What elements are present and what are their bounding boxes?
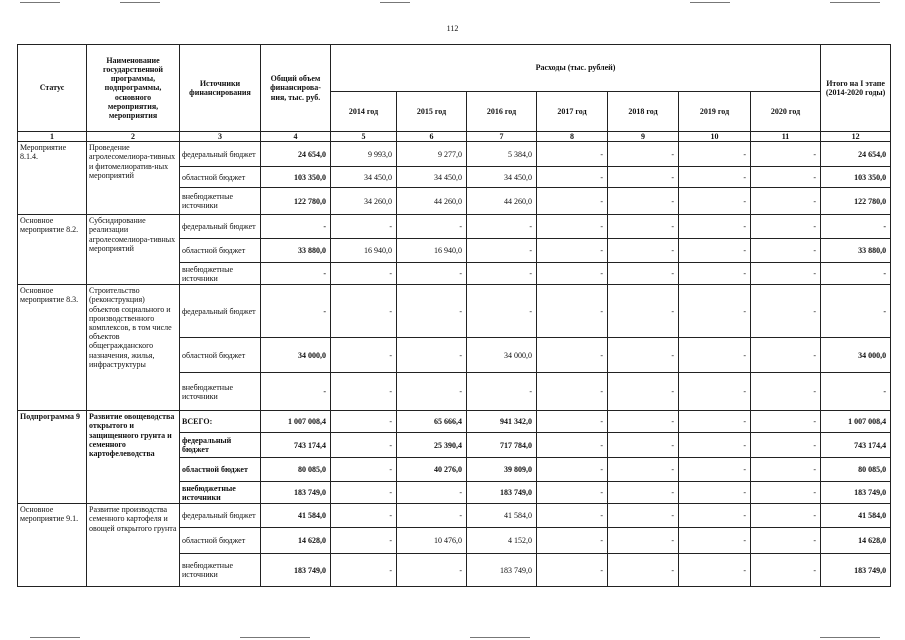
value-stage: -: [821, 215, 891, 239]
column-number: 6: [397, 132, 467, 142]
header-year: 2020 год: [751, 92, 821, 132]
value-total: 34 000,0: [261, 338, 331, 373]
value-y2017: -: [537, 528, 608, 554]
value-y2015: -: [397, 373, 467, 411]
column-number: 2: [87, 132, 180, 142]
value-y2017: -: [537, 373, 608, 411]
column-number: 11: [751, 132, 821, 142]
source-cell: областной бюджет: [180, 239, 261, 263]
value-total: 41 584,0: [261, 504, 331, 528]
value-y2017: -: [537, 554, 608, 587]
value-y2015: 25 390,4: [397, 433, 467, 458]
value-y2019: -: [679, 482, 751, 504]
value-y2015: 44 260,0: [397, 188, 467, 215]
value-y2018: -: [608, 142, 679, 167]
value-y2018: -: [608, 188, 679, 215]
value-y2020: -: [751, 482, 821, 504]
value-y2019: -: [679, 338, 751, 373]
value-y2016: -: [467, 239, 537, 263]
value-total: -: [261, 285, 331, 338]
value-total: 14 628,0: [261, 528, 331, 554]
value-y2018: -: [608, 504, 679, 528]
column-number: 7: [467, 132, 537, 142]
value-y2018: -: [608, 482, 679, 504]
value-stage: 14 628,0: [821, 528, 891, 554]
value-y2018: -: [608, 263, 679, 285]
value-y2016: 5 384,0: [467, 142, 537, 167]
value-y2014: -: [331, 528, 397, 554]
value-y2020: -: [751, 504, 821, 528]
source-cell: внебюджетные источники: [180, 554, 261, 587]
value-y2018: -: [608, 528, 679, 554]
value-y2014: -: [331, 504, 397, 528]
value-y2017: -: [537, 239, 608, 263]
value-total: 24 654,0: [261, 142, 331, 167]
value-y2015: -: [397, 554, 467, 587]
value-stage: 122 780,0: [821, 188, 891, 215]
value-y2018: -: [608, 411, 679, 433]
value-total: 183 749,0: [261, 554, 331, 587]
value-y2019: -: [679, 554, 751, 587]
source-cell: областной бюджет: [180, 458, 261, 482]
table-row: [18, 215, 891, 239]
value-y2019: -: [679, 142, 751, 167]
value-y2018: -: [608, 215, 679, 239]
value-total: -: [261, 215, 331, 239]
value-total: 743 174,4: [261, 433, 331, 458]
value-stage: 1 007 008,4: [821, 411, 891, 433]
value-total: -: [261, 373, 331, 411]
value-y2020: -: [751, 373, 821, 411]
value-y2020: -: [751, 411, 821, 433]
value-y2020: -: [751, 167, 821, 188]
table-body: [18, 142, 891, 587]
value-y2019: -: [679, 215, 751, 239]
value-y2014: -: [331, 554, 397, 587]
value-stage: 80 085,0: [821, 458, 891, 482]
value-y2014: 16 940,0: [331, 239, 397, 263]
value-y2017: -: [537, 433, 608, 458]
value-stage: 183 749,0: [821, 482, 891, 504]
value-y2016: -: [467, 215, 537, 239]
value-stage: 103 350,0: [821, 167, 891, 188]
column-number: 3: [180, 132, 261, 142]
budget-table: [17, 44, 891, 587]
value-y2015: -: [397, 482, 467, 504]
value-y2019: -: [679, 373, 751, 411]
value-total: 103 350,0: [261, 167, 331, 188]
source-cell: федеральный бюджет: [180, 504, 261, 528]
row-status: Основное мероприятие 9.1.: [18, 504, 87, 587]
source-cell: областной бюджет: [180, 528, 261, 554]
header-total: Общий объем финансирова-ния, тыс. руб.: [261, 45, 331, 132]
value-y2018: -: [608, 239, 679, 263]
value-total: 1 007 008,4: [261, 411, 331, 433]
value-y2015: -: [397, 504, 467, 528]
value-y2014: 9 993,0: [331, 142, 397, 167]
value-total: 80 085,0: [261, 458, 331, 482]
value-y2014: -: [331, 285, 397, 338]
value-y2019: -: [679, 528, 751, 554]
value-stage: 33 880,0: [821, 239, 891, 263]
value-y2014: 34 450,0: [331, 167, 397, 188]
source-cell: областной бюджет: [180, 167, 261, 188]
value-y2020: -: [751, 458, 821, 482]
value-y2014: 34 260,0: [331, 188, 397, 215]
value-y2015: 65 666,4: [397, 411, 467, 433]
value-y2016: 39 809,0: [467, 458, 537, 482]
header-status: Статус: [18, 45, 87, 132]
value-y2014: -: [331, 263, 397, 285]
value-y2015: 10 476,0: [397, 528, 467, 554]
value-y2020: -: [751, 554, 821, 587]
value-stage: -: [821, 373, 891, 411]
header-name: Наименование государственной программы, подпрограммы, основного мероприятия, мероприятия: [87, 45, 180, 132]
value-y2017: -: [537, 458, 608, 482]
value-y2020: -: [751, 239, 821, 263]
value-y2018: -: [608, 554, 679, 587]
value-total: 33 880,0: [261, 239, 331, 263]
value-y2017: -: [537, 285, 608, 338]
value-y2015: -: [397, 215, 467, 239]
value-y2016: 41 584,0: [467, 504, 537, 528]
value-y2018: -: [608, 433, 679, 458]
value-y2017: -: [537, 482, 608, 504]
source-cell: ВСЕГО:: [180, 411, 261, 433]
header-expenses: Расходы (тыс. рублей): [331, 45, 821, 92]
column-number: 4: [261, 132, 331, 142]
value-y2019: -: [679, 433, 751, 458]
value-y2017: -: [537, 338, 608, 373]
value-y2020: -: [751, 142, 821, 167]
value-y2015: 9 277,0: [397, 142, 467, 167]
value-y2017: -: [537, 167, 608, 188]
value-y2018: -: [608, 458, 679, 482]
value-stage: -: [821, 263, 891, 285]
column-number: 9: [608, 132, 679, 142]
header-year: 2016 год: [467, 92, 537, 132]
value-y2016: 34 000,0: [467, 338, 537, 373]
row-status: Подпрограмма 9: [18, 411, 87, 504]
value-y2014: -: [331, 338, 397, 373]
value-y2018: -: [608, 373, 679, 411]
table-row: [18, 142, 891, 167]
value-y2014: -: [331, 482, 397, 504]
value-y2019: -: [679, 239, 751, 263]
value-y2019: -: [679, 504, 751, 528]
header-year: 2018 год: [608, 92, 679, 132]
row-status: Основное мероприятие 8.3.: [18, 285, 87, 411]
value-y2020: -: [751, 433, 821, 458]
source-cell: областной бюджет: [180, 338, 261, 373]
source-cell: внебюджетные источники: [180, 188, 261, 215]
table-row: [18, 285, 891, 338]
row-status: Основное мероприятие 8.2.: [18, 215, 87, 285]
value-y2019: -: [679, 411, 751, 433]
value-y2020: -: [751, 338, 821, 373]
row-name: Субсидирование реализации агролесомелиора-тивных мероприятий: [87, 215, 180, 285]
value-y2017: -: [537, 142, 608, 167]
value-y2019: -: [679, 263, 751, 285]
value-stage: -: [821, 285, 891, 338]
value-y2019: -: [679, 285, 751, 338]
value-y2017: -: [537, 188, 608, 215]
value-stage: 34 000,0: [821, 338, 891, 373]
value-y2015: 16 940,0: [397, 239, 467, 263]
value-y2014: -: [331, 411, 397, 433]
column-number: 5: [331, 132, 397, 142]
value-y2018: -: [608, 338, 679, 373]
row-name: Развитие овощеводства открытого и защищенного грунта и семенного картофелеводства: [87, 411, 180, 504]
value-y2015: -: [397, 263, 467, 285]
source-cell: внебюджетные источники: [180, 482, 261, 504]
value-y2016: 34 450,0: [467, 167, 537, 188]
value-y2016: -: [467, 285, 537, 338]
value-y2015: 34 450,0: [397, 167, 467, 188]
source-cell: федеральный бюджет: [180, 215, 261, 239]
value-y2020: -: [751, 528, 821, 554]
value-y2019: -: [679, 188, 751, 215]
table-row: [18, 504, 891, 528]
value-y2016: -: [467, 373, 537, 411]
value-y2017: -: [537, 215, 608, 239]
value-y2020: -: [751, 188, 821, 215]
value-y2014: -: [331, 373, 397, 411]
value-stage: 24 654,0: [821, 142, 891, 167]
source-cell: внебюджетные источники: [180, 263, 261, 285]
header-stage-total: Итого на I этапе (2014-2020 годы): [821, 45, 891, 132]
value-stage: 41 584,0: [821, 504, 891, 528]
value-y2015: -: [397, 285, 467, 338]
value-y2018: -: [608, 167, 679, 188]
value-stage: 183 749,0: [821, 554, 891, 587]
value-y2017: -: [537, 263, 608, 285]
value-y2018: -: [608, 285, 679, 338]
column-number: 1: [18, 132, 87, 142]
header-year: 2019 год: [679, 92, 751, 132]
row-name: Строительство (реконструкция) объектов социального и производственного комплексов, в том числе объектов общегражданского назначения, жилья, инфраструктуры: [87, 285, 180, 411]
value-y2014: -: [331, 433, 397, 458]
value-total: 183 749,0: [261, 482, 331, 504]
value-y2016: 717 784,0: [467, 433, 537, 458]
source-cell: федеральный бюджет: [180, 285, 261, 338]
value-y2016: 941 342,0: [467, 411, 537, 433]
header-year: 2017 год: [537, 92, 608, 132]
column-number: 10: [679, 132, 751, 142]
header-sources: Источники финансирования: [180, 45, 261, 132]
value-y2017: -: [537, 504, 608, 528]
value-y2020: -: [751, 263, 821, 285]
value-y2019: -: [679, 458, 751, 482]
value-y2016: 4 152,0: [467, 528, 537, 554]
value-y2014: -: [331, 215, 397, 239]
value-y2015: 40 276,0: [397, 458, 467, 482]
table-row: [18, 411, 891, 433]
row-status: Мероприятие 8.1.4.: [18, 142, 87, 215]
value-y2016: -: [467, 263, 537, 285]
value-y2016: 44 260,0: [467, 188, 537, 215]
source-cell: федеральный бюджет: [180, 433, 261, 458]
value-y2019: -: [679, 167, 751, 188]
value-y2020: -: [751, 285, 821, 338]
header-year: 2015 год: [397, 92, 467, 132]
value-total: -: [261, 263, 331, 285]
value-stage: 743 174,4: [821, 433, 891, 458]
source-cell: федеральный бюджет: [180, 142, 261, 167]
column-number: 12: [821, 132, 891, 142]
row-name: Проведение агролесомелиора-тивных и фитомелиоратив-ных мероприятий: [87, 142, 180, 215]
value-y2014: -: [331, 458, 397, 482]
column-number: 8: [537, 132, 608, 142]
page-number: 112: [446, 24, 459, 33]
value-y2020: -: [751, 215, 821, 239]
value-y2015: -: [397, 338, 467, 373]
source-cell: внебюджетные источники: [180, 373, 261, 411]
value-y2017: -: [537, 411, 608, 433]
header-year: 2014 год: [331, 92, 397, 132]
value-total: 122 780,0: [261, 188, 331, 215]
row-name: Развитие производства семенного картофеля и овощей открытого грунта: [87, 504, 180, 587]
value-y2016: 183 749,0: [467, 482, 537, 504]
value-y2016: 183 749,0: [467, 554, 537, 587]
